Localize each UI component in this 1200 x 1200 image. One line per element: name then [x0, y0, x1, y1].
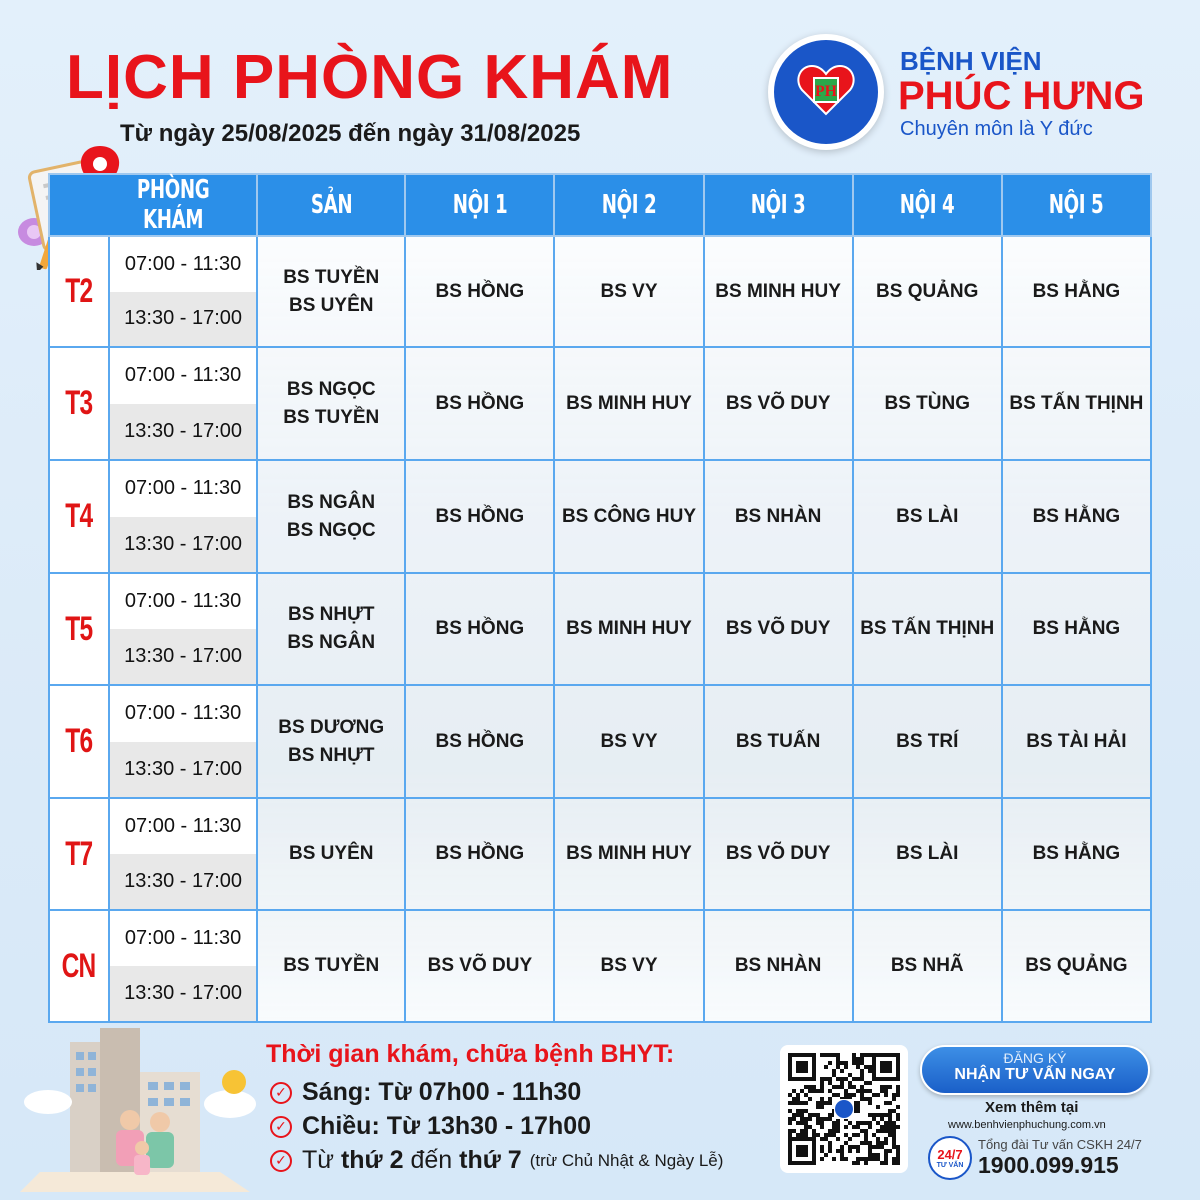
doctor-name: BS TUẤN: [735, 730, 821, 752]
hotline-label: Tổng đài Tư vấn CSKH 24/7: [978, 1137, 1142, 1152]
header-noi-1: NỘI 1: [405, 174, 554, 236]
schedule-table: [48, 173, 1152, 1023]
time-morning: 07:00 - 11:30: [110, 574, 256, 629]
doctor-name: BS TUYỀN: [283, 955, 380, 976]
hospital-building-illustration: [20, 1022, 260, 1192]
hospital-logo: [768, 34, 884, 150]
schedule-row: [49, 685, 1151, 798]
doctor-name: BS NHÀN: [734, 955, 822, 976]
doctor-name: BS UYÊN: [289, 294, 374, 316]
doctor-name: BS VY: [600, 280, 658, 302]
cell-noi-5: [1002, 460, 1151, 573]
bhyt-days-mid: đến: [403, 1146, 460, 1174]
time-afternoon: 13:30 - 17:00: [110, 966, 256, 1021]
doctor-name: BS TUYỀN: [283, 266, 380, 288]
cell-noi-1: [405, 910, 554, 1022]
time-cell: [109, 573, 257, 685]
cell-noi-4: [853, 910, 1002, 1022]
doctor-name: BS NGỌC: [286, 378, 376, 400]
schedule-row: [49, 798, 1151, 910]
logo-slogan: Chuyên môn là Y đức: [900, 118, 1093, 140]
doctor-name: BS VÕ DUY: [725, 392, 831, 414]
bhyt-afternoon: [270, 1112, 591, 1141]
schedule-row: [49, 573, 1151, 685]
header-san: SẢN: [257, 174, 405, 236]
check-circle-icon: ✓: [270, 1082, 292, 1104]
time-morning: 07:00 - 11:30: [110, 237, 256, 292]
doctor-name: BS HỒNG: [435, 730, 525, 752]
bhyt-morning-text: Sáng: Từ 07h00 - 11h30: [302, 1078, 582, 1106]
doctor-name: BS VÕ DUY: [427, 955, 533, 976]
schedule-row: [49, 910, 1151, 1022]
website-link[interactable]: www.benhvienphuchung.com.vn: [948, 1119, 1106, 1131]
doctor-name: BS HẰNG: [1032, 280, 1121, 302]
doctor-name: BS NGÂN: [287, 491, 376, 513]
cell-noi-3: [704, 236, 853, 347]
bhyt-days-from: thứ 2: [340, 1146, 404, 1174]
cell-noi-3: [704, 910, 853, 1022]
cell-noi-4: [853, 685, 1002, 798]
bhyt-title: Thời gian khám, chữa bệnh BHYT:: [266, 1040, 675, 1068]
cell-noi-4: [853, 573, 1002, 685]
time-afternoon: 13:30 - 17:00: [110, 517, 256, 573]
doctor-name: BS VÕ DUY: [725, 618, 831, 639]
doctor-name: BS VY: [600, 955, 658, 976]
cell-noi-4: [853, 798, 1002, 910]
doctor-name: BS TẤN THỊNH: [860, 618, 995, 639]
time-cell: [109, 347, 257, 460]
day-label: T2: [65, 272, 93, 310]
doctor-name: BS HỒNG: [435, 505, 525, 527]
bhyt-days-prefix: Từ: [302, 1146, 341, 1174]
cell-noi-3: [704, 460, 853, 573]
doctor-name: BS NHỰT: [287, 604, 375, 625]
doctor-name: BS HỒNG: [435, 392, 525, 414]
doctor-name: BS MINH HUY: [566, 392, 692, 414]
cell-noi-5: [1002, 236, 1151, 347]
doctor-name: BS LÀI: [896, 505, 959, 527]
badge-247-text: 24/7: [937, 1146, 963, 1162]
support-247-badge: [928, 1136, 972, 1180]
cell-noi-5: [1002, 910, 1151, 1022]
doctor-name: BS NHÀN: [734, 505, 822, 527]
doctor-name: BS HẰNG: [1032, 505, 1121, 527]
time-afternoon: 13:30 - 17:00: [110, 292, 256, 347]
cell-noi-1: [405, 798, 554, 910]
cell-noi-4: [853, 460, 1002, 573]
cell-noi-5: [1002, 347, 1151, 460]
header-noi-5: NỘI 5: [1002, 174, 1151, 236]
bhyt-days-to: thứ 7: [459, 1146, 522, 1174]
date-range: Từ ngày 25/08/2025 đến ngày 31/08/2025: [120, 120, 581, 147]
doctor-name: BS VÕ DUY: [725, 843, 831, 864]
qr-code[interactable]: [780, 1045, 908, 1173]
day-cell: [49, 685, 109, 798]
day-label: T3: [65, 384, 93, 422]
doctor-name: BS HỒNG: [435, 843, 525, 864]
hotline-number[interactable]: 1900.099.915: [978, 1152, 1119, 1178]
cell-noi-2: [554, 685, 703, 798]
doctor-name: BS NHỰT: [287, 744, 375, 766]
cell-noi-2: [554, 347, 703, 460]
cell-noi-3: [704, 347, 853, 460]
time-afternoon: 13:30 - 17:00: [110, 742, 256, 798]
check-circle-icon: ✓: [270, 1116, 292, 1138]
page-title: LỊCH PHÒNG KHÁM: [66, 43, 674, 112]
doctor-name: BS QUẢNG: [1025, 955, 1128, 976]
check-circle-icon: ✓: [270, 1150, 292, 1172]
day-cell: [49, 573, 109, 685]
doctor-name: BS NHÃ: [890, 955, 964, 976]
header-clinic: PHÒNG KHÁM: [49, 174, 257, 236]
day-label: T4: [65, 497, 93, 535]
cell-san: [257, 798, 405, 910]
bhyt-afternoon-text: Chiều: Từ 13h30 - 17h00: [302, 1112, 592, 1140]
doctor-name: BS MINH HUY: [715, 280, 841, 302]
cell-noi-2: [554, 798, 703, 910]
cell-noi-1: [405, 685, 554, 798]
cell-san: [257, 910, 405, 1022]
doctor-name: BS UYÊN: [289, 843, 374, 864]
register-consultation-button[interactable]: [920, 1045, 1150, 1095]
cell-noi-3: [704, 573, 853, 685]
cell-noi-3: [704, 798, 853, 910]
doctor-name: BS NGÂN: [287, 632, 376, 653]
header-noi-4: NỘI 4: [853, 174, 1002, 236]
day-label: T5: [65, 609, 93, 648]
cell-noi-4: [853, 347, 1002, 460]
cell-noi-5: [1002, 573, 1151, 685]
day-cell: [49, 236, 109, 347]
bhyt-morning: [270, 1078, 581, 1107]
day-cell: [49, 460, 109, 573]
time-cell: [109, 910, 257, 1022]
badge-consult-text: TƯ VẤN: [936, 1161, 964, 1169]
doctor-name: BS QUẢNG: [876, 280, 979, 302]
doctor-name: BS HẰNG: [1032, 843, 1121, 864]
time-cell: [109, 236, 257, 347]
doctor-name: BS TRÍ: [896, 730, 959, 752]
time-morning: 07:00 - 11:30: [110, 799, 256, 854]
day-cell: [49, 347, 109, 460]
cell-noi-1: [405, 460, 554, 573]
doctor-name: BS VY: [600, 730, 658, 752]
time-cell: [109, 460, 257, 573]
time-morning: 07:00 - 11:30: [110, 686, 256, 742]
time-morning: 07:00 - 11:30: [110, 911, 256, 966]
doctor-name: BS HỒNG: [435, 618, 525, 639]
schedule-row: [49, 236, 1151, 347]
doctor-name: BS CÔNG HUY: [561, 505, 697, 527]
bhyt-days-note: (trừ Chủ Nhật & Ngày Lễ): [529, 1150, 724, 1170]
day-label: T7: [65, 834, 93, 873]
table-header-row: [49, 174, 1151, 236]
doctor-name: BS MINH HUY: [566, 618, 692, 639]
time-afternoon: 13:30 - 17:00: [110, 404, 256, 460]
register-line-1: ĐĂNG KÝ: [1003, 1050, 1067, 1066]
time-cell: [109, 798, 257, 910]
doctor-name: BS LÀI: [896, 843, 959, 864]
cell-san: [257, 685, 405, 798]
doctor-name: BS TẤN THỊNH: [1009, 392, 1144, 414]
day-cell: [49, 798, 109, 910]
cell-noi-2: [554, 460, 703, 573]
register-line-2: NHẬN TƯ VẤN NGAY: [954, 1066, 1116, 1083]
cell-noi-4: [853, 236, 1002, 347]
doctor-name: BS HỒNG: [435, 280, 525, 302]
doctor-name: BS MINH HUY: [566, 843, 692, 864]
logo-line-2: PHÚC HƯNG: [898, 74, 1145, 118]
cell-san: [257, 236, 405, 347]
schedule-row: [49, 347, 1151, 460]
cell-noi-3: [704, 685, 853, 798]
cell-noi-2: [554, 236, 703, 347]
time-cell: [109, 685, 257, 798]
cell-noi-1: [405, 347, 554, 460]
cell-san: [257, 347, 405, 460]
doctor-name: BS NGỌC: [286, 519, 376, 541]
doctor-name: BS TUYỀN: [283, 406, 380, 428]
doctor-name: BS DƯƠNG: [278, 716, 385, 738]
bhyt-days: [270, 1146, 723, 1175]
header-noi-3: NỘI 3: [704, 174, 853, 236]
day-cell: [49, 910, 109, 1022]
cell-noi-2: [554, 910, 703, 1022]
schedule-row: [49, 460, 1151, 573]
see-more-label: Xem thêm tại: [985, 1099, 1079, 1116]
cell-san: [257, 573, 405, 685]
cell-noi-5: [1002, 685, 1151, 798]
cell-san: [257, 460, 405, 573]
day-label: CN: [62, 946, 96, 985]
cell-noi-2: [554, 573, 703, 685]
heart-logo-icon: [796, 60, 856, 120]
time-morning: 07:00 - 11:30: [110, 348, 256, 404]
time-afternoon: 13:30 - 17:00: [110, 854, 256, 909]
doctor-name: BS HẰNG: [1032, 618, 1121, 639]
day-label: T6: [65, 722, 93, 760]
header-noi-2: NỘI 2: [554, 174, 703, 236]
cell-noi-1: [405, 573, 554, 685]
logo-initials: PH: [814, 83, 838, 100]
logo-line-1: BỆNH VIỆN: [900, 46, 1042, 76]
time-morning: 07:00 - 11:30: [110, 461, 256, 517]
cell-noi-1: [405, 236, 554, 347]
doctor-name: BS TÙNG: [884, 392, 970, 414]
qr-code-graphic: [788, 1053, 900, 1165]
doctor-name: BS TÀI HẢI: [1026, 730, 1127, 752]
time-afternoon: 13:30 - 17:00: [110, 629, 256, 684]
cell-noi-5: [1002, 798, 1151, 910]
